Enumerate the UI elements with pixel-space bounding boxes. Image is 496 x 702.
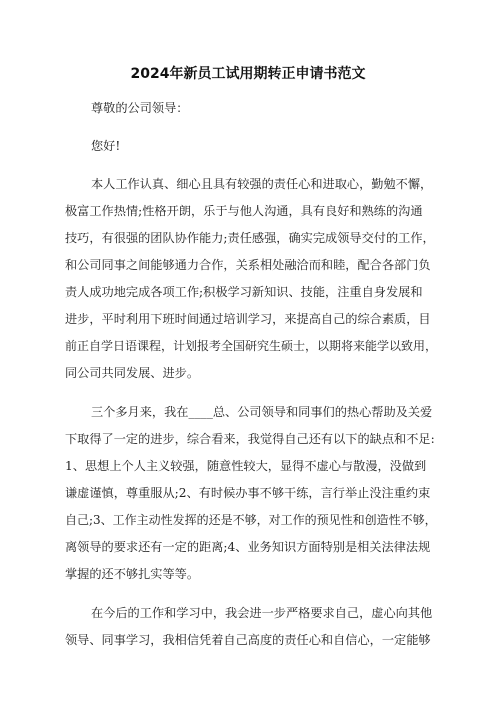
paragraph-line: 责人成功地完成各项工作;积极学习新知识、技能，注重自身发展和 bbox=[65, 285, 423, 299]
paragraph-line: 下取得了一定的进步，综合看来，我觉得自己还有以下的缺点和不足: bbox=[65, 432, 435, 446]
paragraph-line: 领导、同事学习，我相信凭着自己高度的责任心和自信心，一定能够 bbox=[65, 633, 431, 647]
paragraph-line: 1、思想上个人主义较强，随意性较大，显得不虚心与散漫，没做到 bbox=[65, 459, 427, 473]
paragraph-line: 自己;3、工作主动性发挥的还是不够，对工作的预见性和创造性不够， bbox=[65, 513, 437, 527]
paragraph-line: 极富工作热情;性格开朗，乐于与他人沟通，具有良好和熟练的沟通 bbox=[65, 204, 423, 218]
paragraph-line: 和公司同事之间能够通力合作，关系相处融洽而和睦，配合各部门负 bbox=[65, 258, 431, 272]
document-title: 2024年新员工试用期转正申请书范文 bbox=[130, 66, 366, 82]
paragraph-line: 离领导的要求还有一定的距离;4、业务知识方面特别是相关法律法规 bbox=[65, 540, 431, 554]
paragraph-line: 本人工作认真、细心且具有较强的责任心和进取心，勤勉不懈， bbox=[91, 177, 433, 191]
paragraph-line: 进步，平时利用下班时间通过培训学习，来提高自己的综合素质，目 bbox=[65, 312, 431, 326]
paragraph-line: 在今后的工作和学习中，我会进一步严格要求自己，虚心向其他 bbox=[91, 606, 433, 620]
paragraph-line: 谦虚谨慎，尊重服从;2、有时候办事不够干练，言行举止没注重约束 bbox=[65, 486, 431, 500]
paragraph-line: 技巧，有很强的团队协作能力;责任感强，确实完成领导交付的工作， bbox=[65, 231, 435, 245]
salutation: 尊敬的公司领导： bbox=[91, 101, 189, 115]
paragraph-line: 三个多月来，我在____总、公司领导和同事们的热心帮助及关爱 bbox=[91, 405, 433, 419]
paragraph-line: 掌握的还不够扎实等等。 bbox=[65, 567, 200, 581]
paragraph-line: 前正自学日语课程，计划报考全国研究生硕士，以期将来能学以致用， bbox=[65, 339, 438, 353]
paragraph-line: 同公司共同发展、进步。 bbox=[65, 366, 200, 380]
greeting: 您好! bbox=[91, 139, 121, 153]
